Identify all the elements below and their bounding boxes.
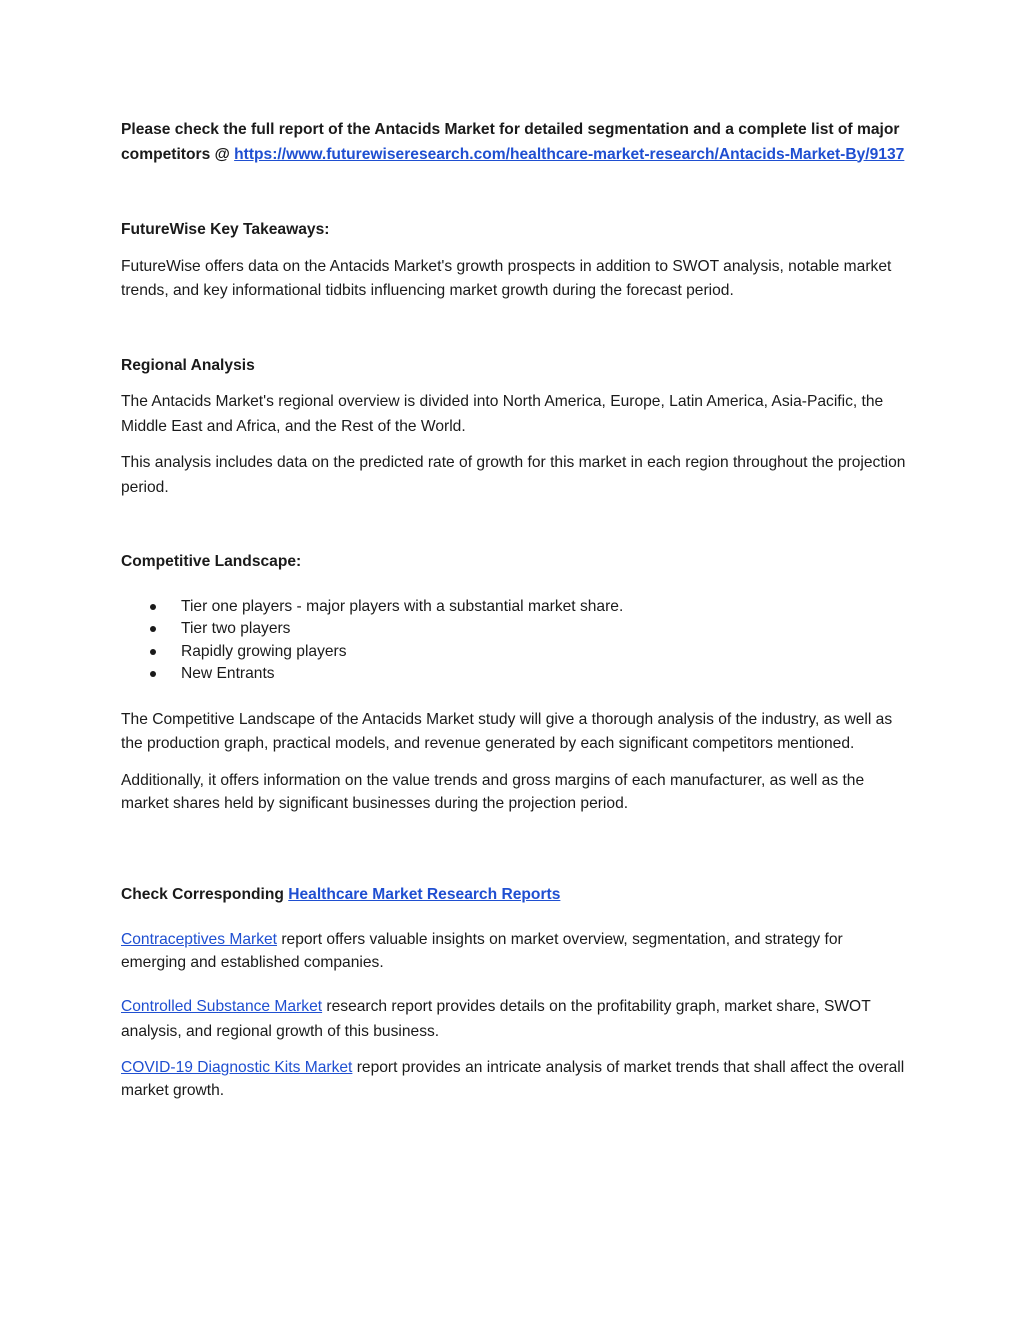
list-item [121,641,911,664]
list-item-text: Rapidly growing players [181,642,347,660]
related-text: research report provides details on the profitability graph, market share, SWOT analysis, and regional growth of this business. [121,998,871,1040]
bullet-icon [150,671,156,677]
related-text: report offers valuable insights on market overview, segmentation, and strategy for emerging and established companies. [121,931,843,972]
competitive-paragraph-2: Additionally, it offers information on the value trends and gross margins of each manufacturer, as well as the market shares held by significant businesses during the projection period. [121,771,865,812]
competitive-list [121,596,911,686]
list-item [121,596,911,619]
takeaways-heading: FutureWise Key Takeaways: [121,221,330,238]
intro-paragraph [121,118,911,167]
corresponding-prefix: Check Corresponding [121,885,289,903]
list-item [121,663,911,686]
covid-diagnostic-kits-market-link[interactable]: COVID-19 Diagnostic Kits Market [121,1059,353,1077]
competitive-heading: Competitive Landscape: [121,553,302,570]
report-link[interactable]: https://www.futurewiseresearch.com/healthcare-market-research/Antacids-Market-By/9137 [234,145,905,163]
takeaways-body: FutureWise offers data on the Antacids Market's growth prospects in addition to SWOT analysis, notable market trends, and key informational tidbits influencing market growth during the forecast period. [121,257,892,299]
bullet-icon [150,604,156,610]
bullet-icon [150,626,156,632]
intro-text: Please check the full report of the Antacids Market for detailed segmentation and a complete list of major competitors @ [121,121,900,163]
corresponding-line [121,883,911,908]
contraceptives-market-link[interactable]: Contraceptives Market [121,931,277,949]
related-paragraph-covid-kits [121,1056,911,1102]
controlled-substance-market-link[interactable]: Controlled Substance Market [121,998,323,1016]
related-paragraph-controlled-substance [121,995,911,1044]
list-item [121,618,911,641]
list-item-text: Tier two players [181,620,291,638]
competitive-paragraph-1: The Competitive Landscape of the Antacids Market study will give a thorough analysis of the industry, as well as the production graph, practical models, and revenue generated by each significant competitors mentioned. [121,710,893,753]
list-item-text: New Entrants [181,665,275,683]
regional-heading: Regional Analysis [121,356,255,374]
bullet-icon [150,649,156,655]
document-page [121,118,911,1102]
regional-paragraph-1: The Antacids Market's regional overview is divided into North America, Europe, Latin America, Asia-Pacific, the Middle East and Africa, and the Rest of the World. [121,393,884,435]
list-item-text: Tier one players - major players with a substantial market share. [181,597,624,615]
related-text: report provides an intricate analysis of market trends that shall affect the overall market growth. [121,1059,905,1100]
related-paragraph-contraceptives [121,928,911,974]
healthcare-reports-link[interactable]: Healthcare Market Research Reports [288,885,561,903]
regional-paragraph-2: This analysis includes data on the predicted rate of growth for this market in each region throughout the projection period. [121,454,906,496]
